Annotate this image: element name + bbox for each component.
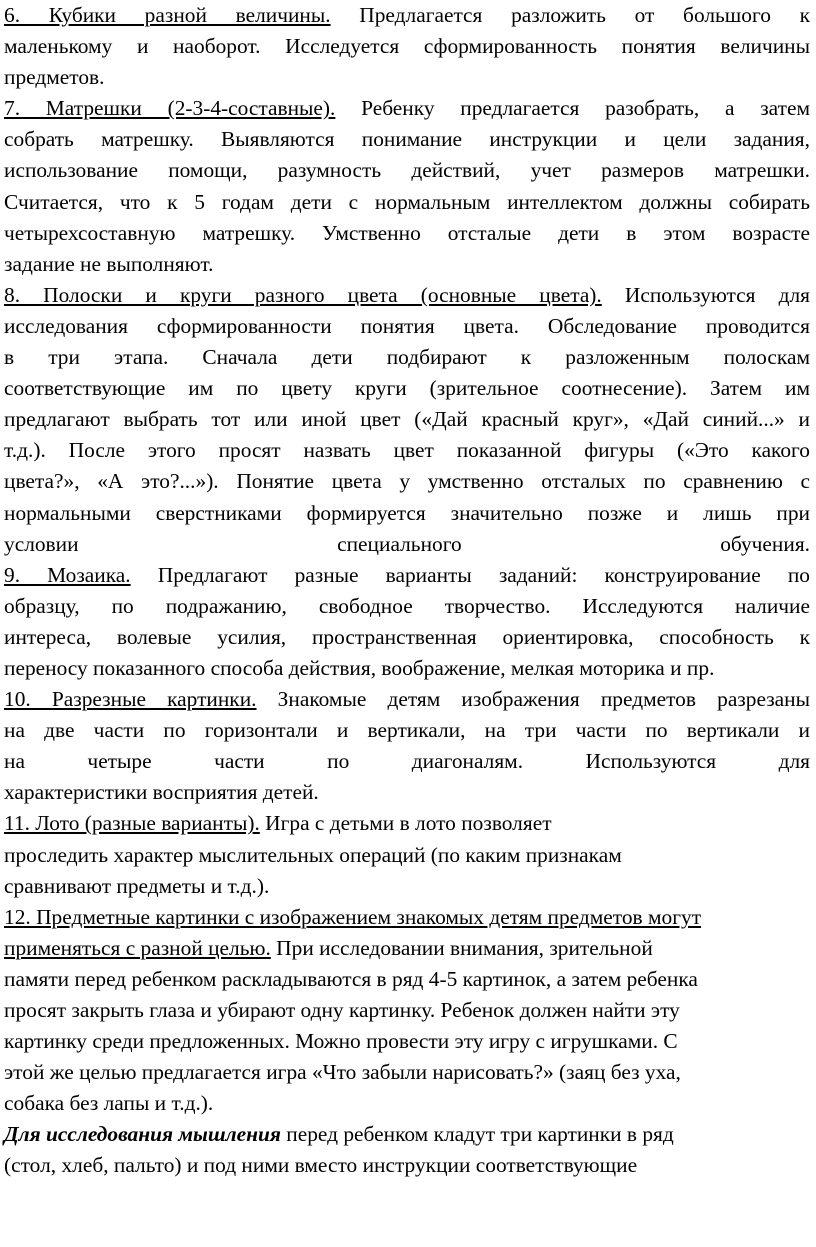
- paragraph-line: в три этапа. Сначала дети подбирают к разложенным полоскам: [4, 345, 810, 370]
- paragraph-line: проследить характер мыслительных операций (по каким признакам: [4, 842, 622, 867]
- paragraph-line: цвета?», «А это?...»). Понятие цвета у умственно отсталых по сравнению с: [4, 469, 810, 494]
- item-12-heading-cont: применяться с разной целью.: [4, 935, 271, 960]
- paragraph-line: на две части по горизонтали и вертикали, на три части по вертикали и: [4, 718, 810, 743]
- paragraph-line: переносу показанного способа действия, воображение, мелкая моторика и пр.: [4, 655, 715, 680]
- paragraph-line: этой же целью предлагается игра «Что забыли нарисовать?» (заяц без уха,: [4, 1060, 681, 1085]
- paragraph-line: четырехсоставную матрешку. Умственно отсталые дети в этом возрасте: [4, 220, 810, 245]
- paragraph-line: применяться с разной целью. При исследовании внимания, зрительной: [4, 935, 653, 960]
- paragraph-line: 7. Матрешки (2-3-4-составные). Ребенку предлагается разобрать, а затем: [4, 96, 810, 121]
- paragraph-line: (стол, хлеб, пальто) и под ними вместо инструкции соответствующие: [4, 1153, 638, 1178]
- item-9-heading: 9. Мозаика.: [4, 562, 131, 587]
- item-6-heading: 6. Кубики разной величины.: [4, 3, 331, 27]
- item-7-heading: 7. Матрешки (2-3-4-составные).: [4, 96, 336, 121]
- item-12-heading: 12. Предметные картинки с изображением знакомых детям предметов могут: [4, 904, 702, 929]
- paragraph-line: 10. Разрезные картинки. Знакомые детям изображения предметов разрезаны: [4, 687, 810, 712]
- paragraph-line: 8. Полоски и круги разного цвета (основные цвета). Используются для: [4, 282, 810, 307]
- paragraph-line: предметов.: [4, 65, 105, 90]
- paragraph-line: на четыре части по диагоналям. Используются для: [4, 749, 810, 774]
- paragraph-line: собрать матрешку. Выявляются понимание инструкции и цели задания,: [4, 127, 810, 152]
- paragraph-line: задание не выполняют.: [4, 251, 214, 276]
- thinking-heading: Для исследования мышления: [4, 1122, 281, 1147]
- paragraph-line: 9. Мозаика. Предлагают разные варианты заданий: конструирование по: [4, 562, 810, 587]
- paragraph-line: использование помощи, разумность действий, учет размеров матрешки.: [4, 158, 810, 183]
- paragraph-line: 11. Лото (разные варианты). Игра с детьми в лото позволяет: [4, 811, 552, 836]
- paragraph-line: т.д.). После этого просят назвать цвет показанной фигуры («Это какого: [4, 438, 810, 463]
- paragraph-line: 6. Кубики разной величины. Предлагается разложить от большого к: [4, 3, 810, 27]
- paragraph-line: предлагают выбрать тот или иной цвет («Дай красный круг», «Дай синий...» и: [4, 407, 810, 432]
- item-8-heading: 8. Полоски и круги разного цвета (основные цвета).: [4, 282, 602, 307]
- paragraph-line: соответствующие им по цвету круги (зрительное соотнесение). Затем им: [4, 376, 810, 401]
- paragraph-line: характеристики восприятия детей.: [4, 780, 319, 805]
- paragraph-line: картинку среди предложенных. Можно провести эту игру с игрушками. С: [4, 1029, 678, 1054]
- paragraph-line: маленькому и наоборот. Исследуется сформированность понятия величины: [4, 34, 810, 59]
- paragraph-line: сравнивают предметы и т.д.).: [4, 873, 270, 898]
- paragraph-line: просят закрыть глаза и убирают одну картинку. Ребенок должен найти эту: [4, 998, 680, 1022]
- paragraph-line: памяти перед ребенком раскладываются в ряд 4-5 картинок, а затем ребенка: [4, 966, 698, 991]
- item-10-heading: 10. Разрезные картинки.: [4, 687, 257, 712]
- paragraph-line: собака без лапы и т.д.).: [4, 1091, 214, 1116]
- paragraph-line: Для исследования мышления перед ребенком кладут три картинки в ряд: [4, 1122, 674, 1147]
- paragraph-line: Считается, что к 5 годам дети с нормальным интеллектом должны собирать: [4, 189, 810, 214]
- paragraph-line: [4, 902, 810, 933]
- paragraph-line: образцу, по подражанию, свободное творчество. Исследуются наличие: [4, 593, 810, 618]
- paragraph-line: условии специального обучения.: [4, 531, 810, 556]
- paragraph-line: нормальными сверстниками формируется значительно позже и лишь при: [4, 500, 810, 525]
- item-11-heading: 11. Лото (разные варианты).: [4, 811, 260, 836]
- paragraph-line: интереса, волевые усилия, пространственная ориентировка, способность к: [4, 624, 810, 649]
- paragraph-line: исследования сформированности понятия цвета. Обследование проводится: [4, 313, 810, 338]
